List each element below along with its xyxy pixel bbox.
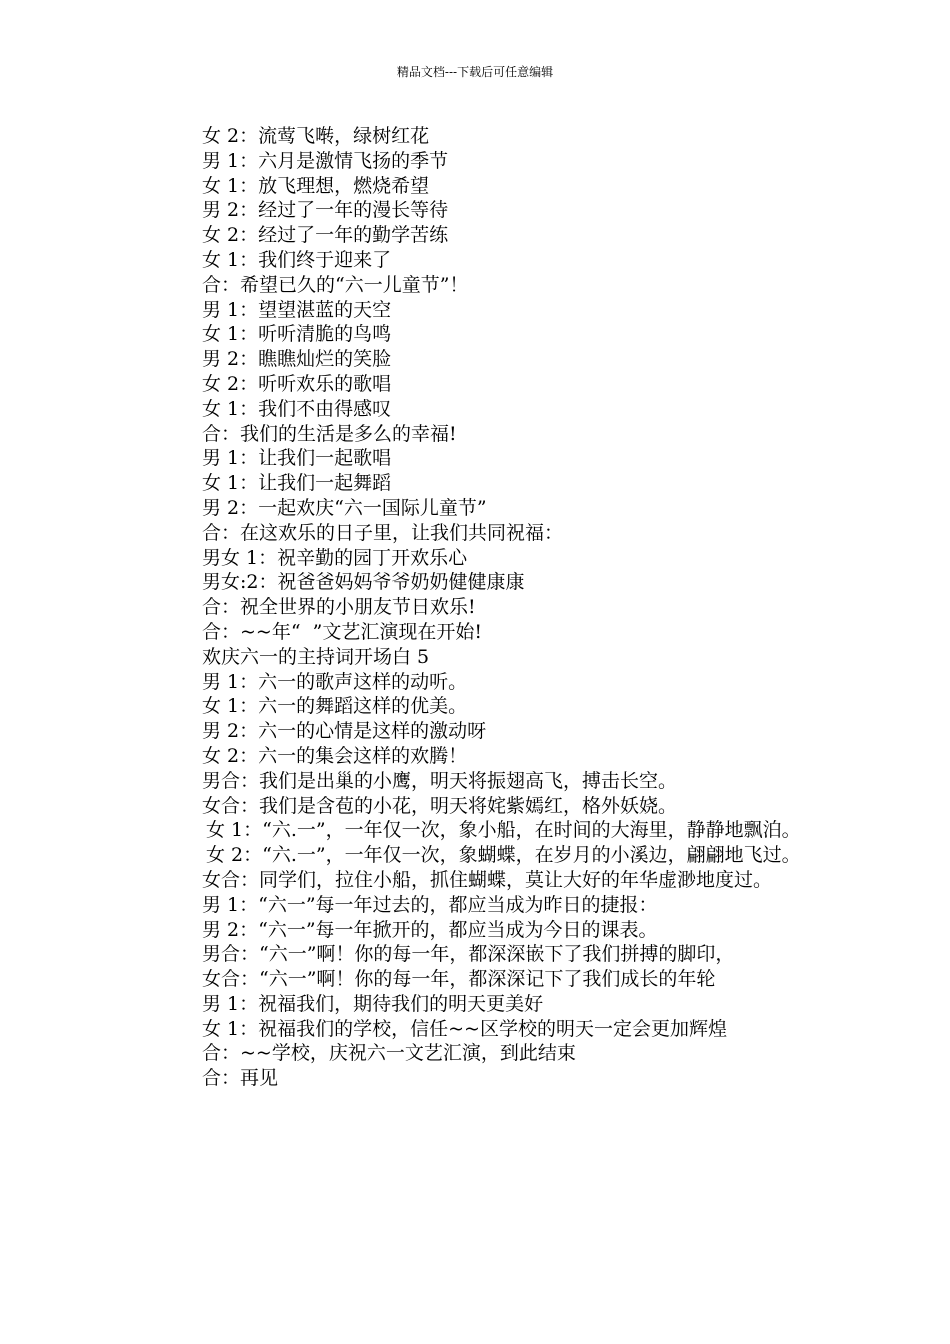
text-line: 女合：我们是含苞的小花，明天将姹紫嫣红，格外妖娆。 <box>202 794 678 817</box>
text-paragraph: 男 2：“六一”每一年掀开的，都应当成为今日的课表。 <box>202 918 658 941</box>
text-line: 女 1：我们不由得感叹 <box>202 397 392 420</box>
text-line: 男女:2：祝爸爸妈妈爷爷奶奶健健康康 <box>202 571 525 594</box>
text-paragraph: 女合：“六一”啊！你的每一年，都深深记下了我们成长的年轮 <box>202 968 716 991</box>
text-paragraph: 合：~~学校，庆祝六一文艺汇演，到此结束 <box>202 1042 576 1065</box>
text-line: 男 1：让我们一起歌唱 <box>202 447 392 470</box>
text-line: 男 2：瞧瞧灿烂的笑脸 <box>202 348 392 371</box>
text-paragraph: 女合：同学们，拉住小船，抓住蝴蝶，莫让大好的年华虚渺地度过。 <box>202 868 773 891</box>
text-paragraph: 男 1：“六一”每一年过去的，都应当成为昨日的捷报： <box>202 893 658 916</box>
text-line: 女 1：放飞理想，燃烧希望 <box>202 174 430 197</box>
text-line: 女 1：让我们一起舞蹈 <box>202 472 392 495</box>
text-line: 女 2：经过了一年的勤学苦练 <box>202 224 449 247</box>
text-paragraph: 男合：“六一”啊！你的每一年，都深深嵌下了我们拼搏的脚印， <box>202 943 735 966</box>
text-line: 合：祝全世界的小朋友节日欢乐! <box>202 596 476 619</box>
text-line: 合：~~年“ ”文艺汇演现在开始! <box>202 620 482 643</box>
text-paragraph: 女 1：祝福我们的学校，信任~~区学校的明天一定会更加辉煌 <box>202 1017 727 1040</box>
text-line: 女 2：流莺飞啭，绿树红花 <box>202 125 430 147</box>
text-line: 女 1：我们终于迎来了 <box>202 248 392 271</box>
text-line: 合：在这欢乐的日子里，让我们共同祝福： <box>202 521 564 544</box>
text-paragraph: 合：再见 <box>202 1067 279 1090</box>
document-body <box>146 124 810 1091</box>
section-heading: 欢庆六一的主持词开场白 5 <box>202 645 430 668</box>
text-line: 男 2：六一的心情是这样的激动呀 <box>202 720 487 743</box>
page-header: 精品文档---下载后可任意编辑 <box>396 65 554 79</box>
text-line: 女 2：六一的集会这样的欢腾！ <box>202 744 468 767</box>
text-paragraph: 女 2：“六.一”，一年仅一次，象蝴蝶，在岁月的小溪边，翩翩地飞过。 <box>206 844 801 867</box>
text-line: 合：希望已久的“六一儿童节”！ <box>202 273 469 296</box>
text-line: 女 1：听听清脆的鸟鸣 <box>202 323 392 346</box>
text-paragraph: 女 1：“六.一”，一年仅一次，象小船，在时间的大海里，静静地飘泊。 <box>206 819 801 842</box>
text-line: 女 2：听听欢乐的歌唱 <box>202 372 392 395</box>
text-line: 合：我们的生活是多么的幸福! <box>202 422 457 445</box>
text-line: 男 2：经过了一年的漫长等待 <box>202 199 449 222</box>
text-line: 男 1：望望湛蓝的天空 <box>202 298 392 321</box>
text-line: 男 1：六一的歌声这样的动听。 <box>202 670 468 693</box>
text-line: 女 1：六一的舞蹈这样的优美。 <box>202 695 468 718</box>
text-line: 男 2：一起欢庆“六一国际儿童节” <box>202 496 487 519</box>
text-line: 男合：我们是出巢的小鹰，明天将振翅高飞，搏击长空。 <box>202 769 678 792</box>
text-line: 男 1：六月是激情飞扬的季节 <box>202 149 449 172</box>
text-line: 男女 1：祝辛勤的园丁开欢乐心 <box>202 546 468 569</box>
text-paragraph: 男 1：祝福我们，期待我们的明天更美好 <box>202 992 544 1015</box>
